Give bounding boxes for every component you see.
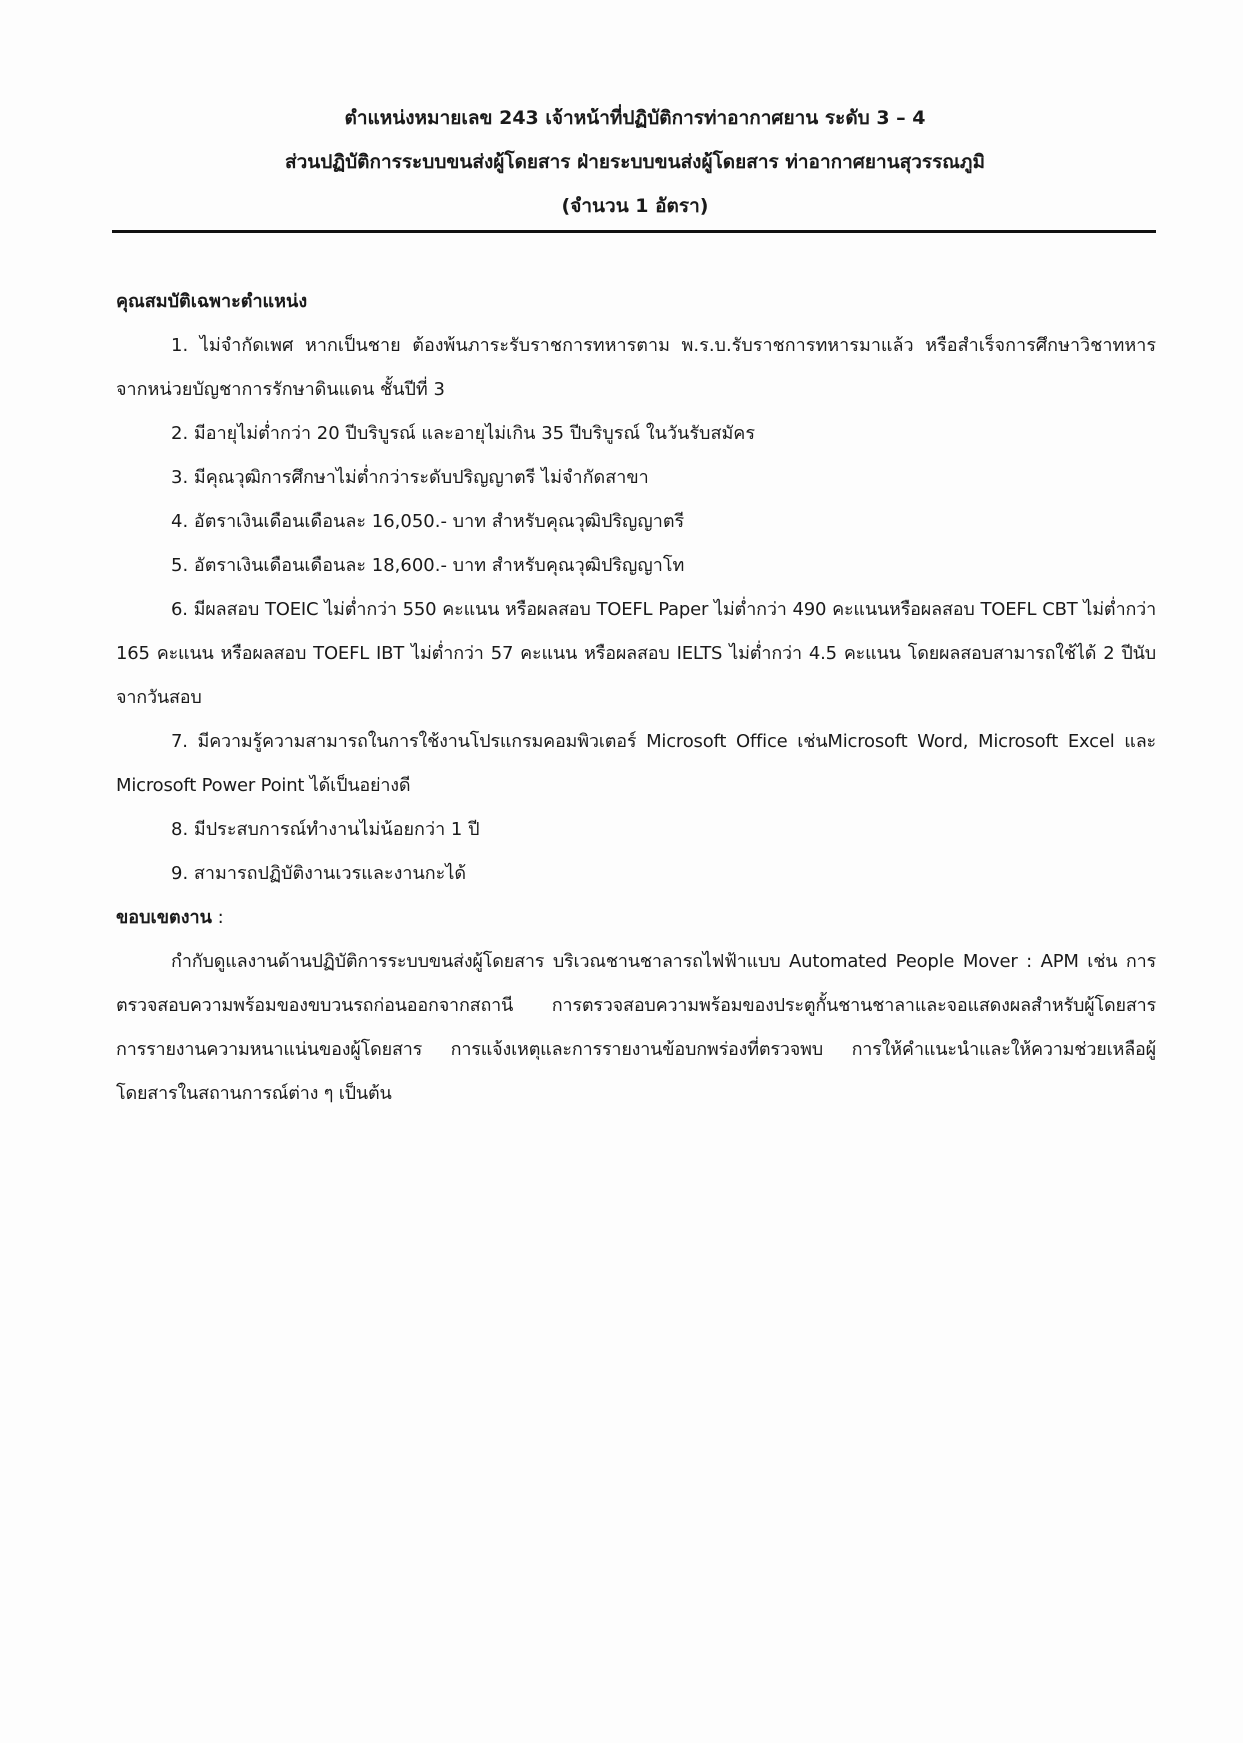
document-body [116, 280, 1156, 1116]
scope-text: กำกับดูแลงานด้านปฏิบัติการระบบขนส่งผู้โดยสาร บริเวณชานชาลารถไฟฟ้าแบบ Automated People Mover : APM เช่น การตรวจสอบความพร้อมของขบวนรถก่อนออกจากสถานี การตรวจสอบความพร้อมของประตูกั้นชานชาลาและจอแสดงผลสำหรับผู้โดยสาร การรายงานความหนาแน่นของผู้โดยสาร การแจ้งเหตุและการรายงานข้อบกพร่องที่ตรวจพบ การให้คำแนะนำและให้ความช่วยเหลือผู้โดยสารในสถานการณ์ต่าง ๆ เป็นต้น [116, 951, 1156, 1104]
qualification-item-7: 7. มีความรู้ความสามารถในการใช้งานโปรแกรมคอมพิวเตอร์ Microsoft Office เช่นMicrosoft Word, Microsoft Excel และ Microsoft Power Point ได้เป็นอย่างดี [116, 731, 1156, 796]
document-header [114, 96, 1156, 228]
scope-heading-label: ขอบเขตงาน [116, 907, 212, 928]
scope-heading-colon: : [211, 907, 224, 928]
header-divider [112, 230, 1156, 233]
qualification-item-1: 1. ไม่จำกัดเพศ หากเป็นชาย ต้องพ้นภาระรับราชการทหารตาม พ.ร.บ.รับราชการทหารมาแล้ว หรือสำเร็จการศึกษาวิชาทหารจากหน่วยบัญชาการรักษาดินแดน ชั้นปีที่ 3 [116, 335, 1156, 400]
header-title-line-1: ตำแหน่งหมายเลข 243 เจ้าหน้าที่ปฏิบัติการท่าอากาศยาน ระดับ 3 – 4 [344, 107, 926, 129]
qualification-item-5: 5. อัตราเงินเดือนเดือนละ 18,600.- บาท สำหรับคุณวุฒิปริญญาโท [171, 555, 685, 576]
header-title-line-2: ส่วนปฏิบัติการระบบขนส่งผู้โดยสาร ฝ่ายระบบขนส่งผู้โดยสาร ท่าอากาศยานสุวรรณภูมิ [285, 151, 985, 173]
qualifications-heading: คุณสมบัติเฉพาะตำแหน่ง [116, 291, 308, 312]
qualification-item-4: 4. อัตราเงินเดือนเดือนละ 16,050.- บาท สำหรับคุณวุฒิปริญญาตรี [171, 511, 685, 532]
header-title-line-3: (จำนวน 1 อัตรา) [561, 195, 709, 217]
qualification-item-2: 2. มีอายุไม่ต่ำกว่า 20 ปีบริบูรณ์ และอายุไม่เกิน 35 ปีบริบูรณ์ ในวันรับสมัคร [171, 423, 756, 444]
qualification-item-9: 9. สามารถปฏิบัติงานเวรและงานกะได้ [171, 863, 467, 884]
qualification-item-6: 6. มีผลสอบ TOEIC ไม่ต่ำกว่า 550 คะแนน หรือผลสอบ TOEFL Paper ไม่ต่ำกว่า 490 คะแนนหรือผลสอบ TOEFL CBT ไม่ต่ำกว่า 165 คะแนน หรือผลสอบ TOEFL IBT ไม่ต่ำกว่า 57 คะแนน หรือผลสอบ IELTS ไม่ต่ำกว่า 4.5 คะแนน โดยผลสอบสามารถใช้ได้ 2 ปีนับจากวันสอบ [116, 599, 1156, 708]
scope-heading [116, 896, 1156, 940]
qualification-item-8: 8. มีประสบการณ์ทำงานไม่น้อยกว่า 1 ปี [171, 819, 480, 840]
qualification-item-3: 3. มีคุณวุฒิการศึกษาไม่ต่ำกว่าระดับปริญญาตรี ไม่จำกัดสาขา [171, 467, 649, 488]
